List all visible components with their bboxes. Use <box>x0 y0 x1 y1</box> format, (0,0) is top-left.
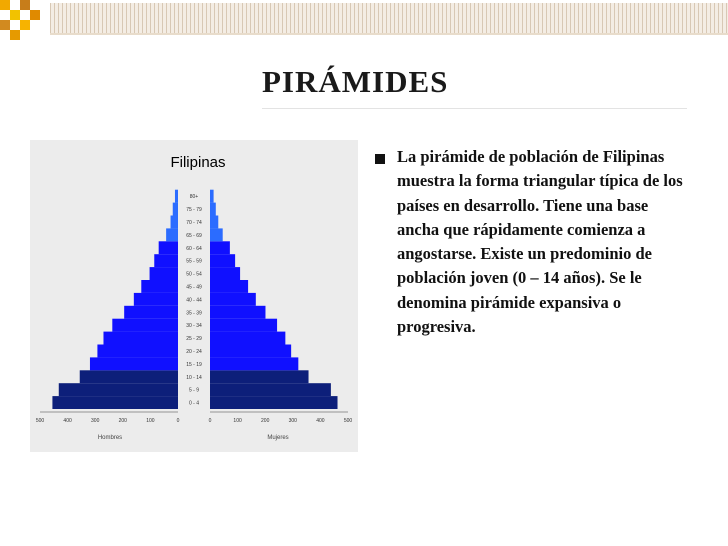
bar-men-13 <box>166 228 178 241</box>
age-label-11: 55 - 59 <box>186 258 202 265</box>
age-label-0: 0 - 4 <box>188 400 200 407</box>
bar-men-8 <box>134 293 178 306</box>
bar-men-0 <box>52 396 178 409</box>
age-label-15: 75 - 79 <box>186 207 202 214</box>
age-label-16: 80+ <box>189 194 199 201</box>
bar-women-11 <box>210 254 235 267</box>
bar-men-3 <box>90 357 178 370</box>
x-tick-women-2: 300 <box>288 418 297 424</box>
x-axis-label-women: Mujeres <box>267 435 289 441</box>
chart-title: Filipinas <box>170 154 226 171</box>
slide-title: PIRÁMIDES <box>262 64 449 99</box>
checker-pattern <box>0 0 48 44</box>
x-tick-women-3: 200 <box>261 418 270 424</box>
x-axis-label-men: Hombres <box>97 435 123 441</box>
bar-women-7 <box>210 306 265 319</box>
bar-women-16 <box>210 190 214 203</box>
population-pyramid-chart <box>30 140 358 452</box>
age-label-7: 35 - 39 <box>186 310 202 317</box>
age-label-5: 25 - 29 <box>186 336 202 343</box>
bullet-paragraph: La pirámide de población de Filipinas muestra la forma triangular típica de los países en desarrollo. Tiene una base ancha que rápidamente comienza a angostarse. Existe un predominio de población joven (0 – 14 años). Se le denomina pirámide expansiva o progresiva. <box>397 147 683 337</box>
decorative-header <box>0 0 728 44</box>
age-label-2: 10 - 14 <box>186 374 202 381</box>
bar-men-6 <box>112 319 178 332</box>
bar-women-8 <box>210 293 256 306</box>
bar-women-2 <box>210 370 309 383</box>
bar-women-10 <box>210 267 240 280</box>
age-label-1: 5 - 9 <box>188 387 200 394</box>
bar-men-1 <box>59 383 178 396</box>
age-label-4: 20 - 24 <box>186 348 202 355</box>
striped-band <box>50 3 728 33</box>
bar-women-9 <box>210 280 248 293</box>
x-tick-men-1: 400 <box>63 418 72 424</box>
bar-men-11 <box>154 254 178 267</box>
bar-men-7 <box>124 306 178 319</box>
square-bullet-icon <box>375 154 385 164</box>
bar-men-5 <box>103 332 178 345</box>
age-label-12: 60 - 64 <box>186 245 202 252</box>
x-tick-women-4: 100 <box>233 418 242 424</box>
bar-men-14 <box>171 216 178 229</box>
x-tick-women-0: 500 <box>343 418 353 424</box>
bar-men-4 <box>97 345 178 358</box>
age-label-14: 70 - 74 <box>186 219 202 226</box>
bar-women-13 <box>210 228 223 241</box>
x-tick-men-0: 500 <box>35 418 45 424</box>
x-tick-men-2: 300 <box>91 418 100 424</box>
title-divider <box>262 108 687 109</box>
x-tick-men-3: 200 <box>118 418 127 424</box>
bar-men-9 <box>141 280 178 293</box>
bar-women-4 <box>210 345 291 358</box>
x-tick-men-4: 100 <box>146 418 155 424</box>
age-label-3: 15 - 19 <box>186 361 202 368</box>
bar-women-6 <box>210 319 277 332</box>
x-tick-women-5: 0 <box>208 418 212 424</box>
striped-band-edge <box>50 33 728 35</box>
bar-women-12 <box>210 241 230 254</box>
age-label-6: 30 - 34 <box>186 323 202 330</box>
bar-men-2 <box>80 370 178 383</box>
bar-women-15 <box>210 203 216 216</box>
bar-men-12 <box>159 241 178 254</box>
bar-women-0 <box>210 396 338 409</box>
bar-men-16 <box>175 190 178 203</box>
bar-women-1 <box>210 383 331 396</box>
bar-women-3 <box>210 357 298 370</box>
bar-men-10 <box>150 267 178 280</box>
bar-men-15 <box>173 203 178 216</box>
age-label-13: 65 - 69 <box>186 232 202 239</box>
age-label-9: 45 - 49 <box>186 284 202 291</box>
pyramid-svg <box>30 140 358 452</box>
x-tick-men-5: 0 <box>176 418 180 424</box>
bar-women-5 <box>210 332 285 345</box>
x-tick-women-1: 400 <box>316 418 325 424</box>
bar-women-14 <box>210 216 218 229</box>
age-label-8: 40 - 44 <box>186 297 202 304</box>
age-label-10: 50 - 54 <box>186 271 202 278</box>
